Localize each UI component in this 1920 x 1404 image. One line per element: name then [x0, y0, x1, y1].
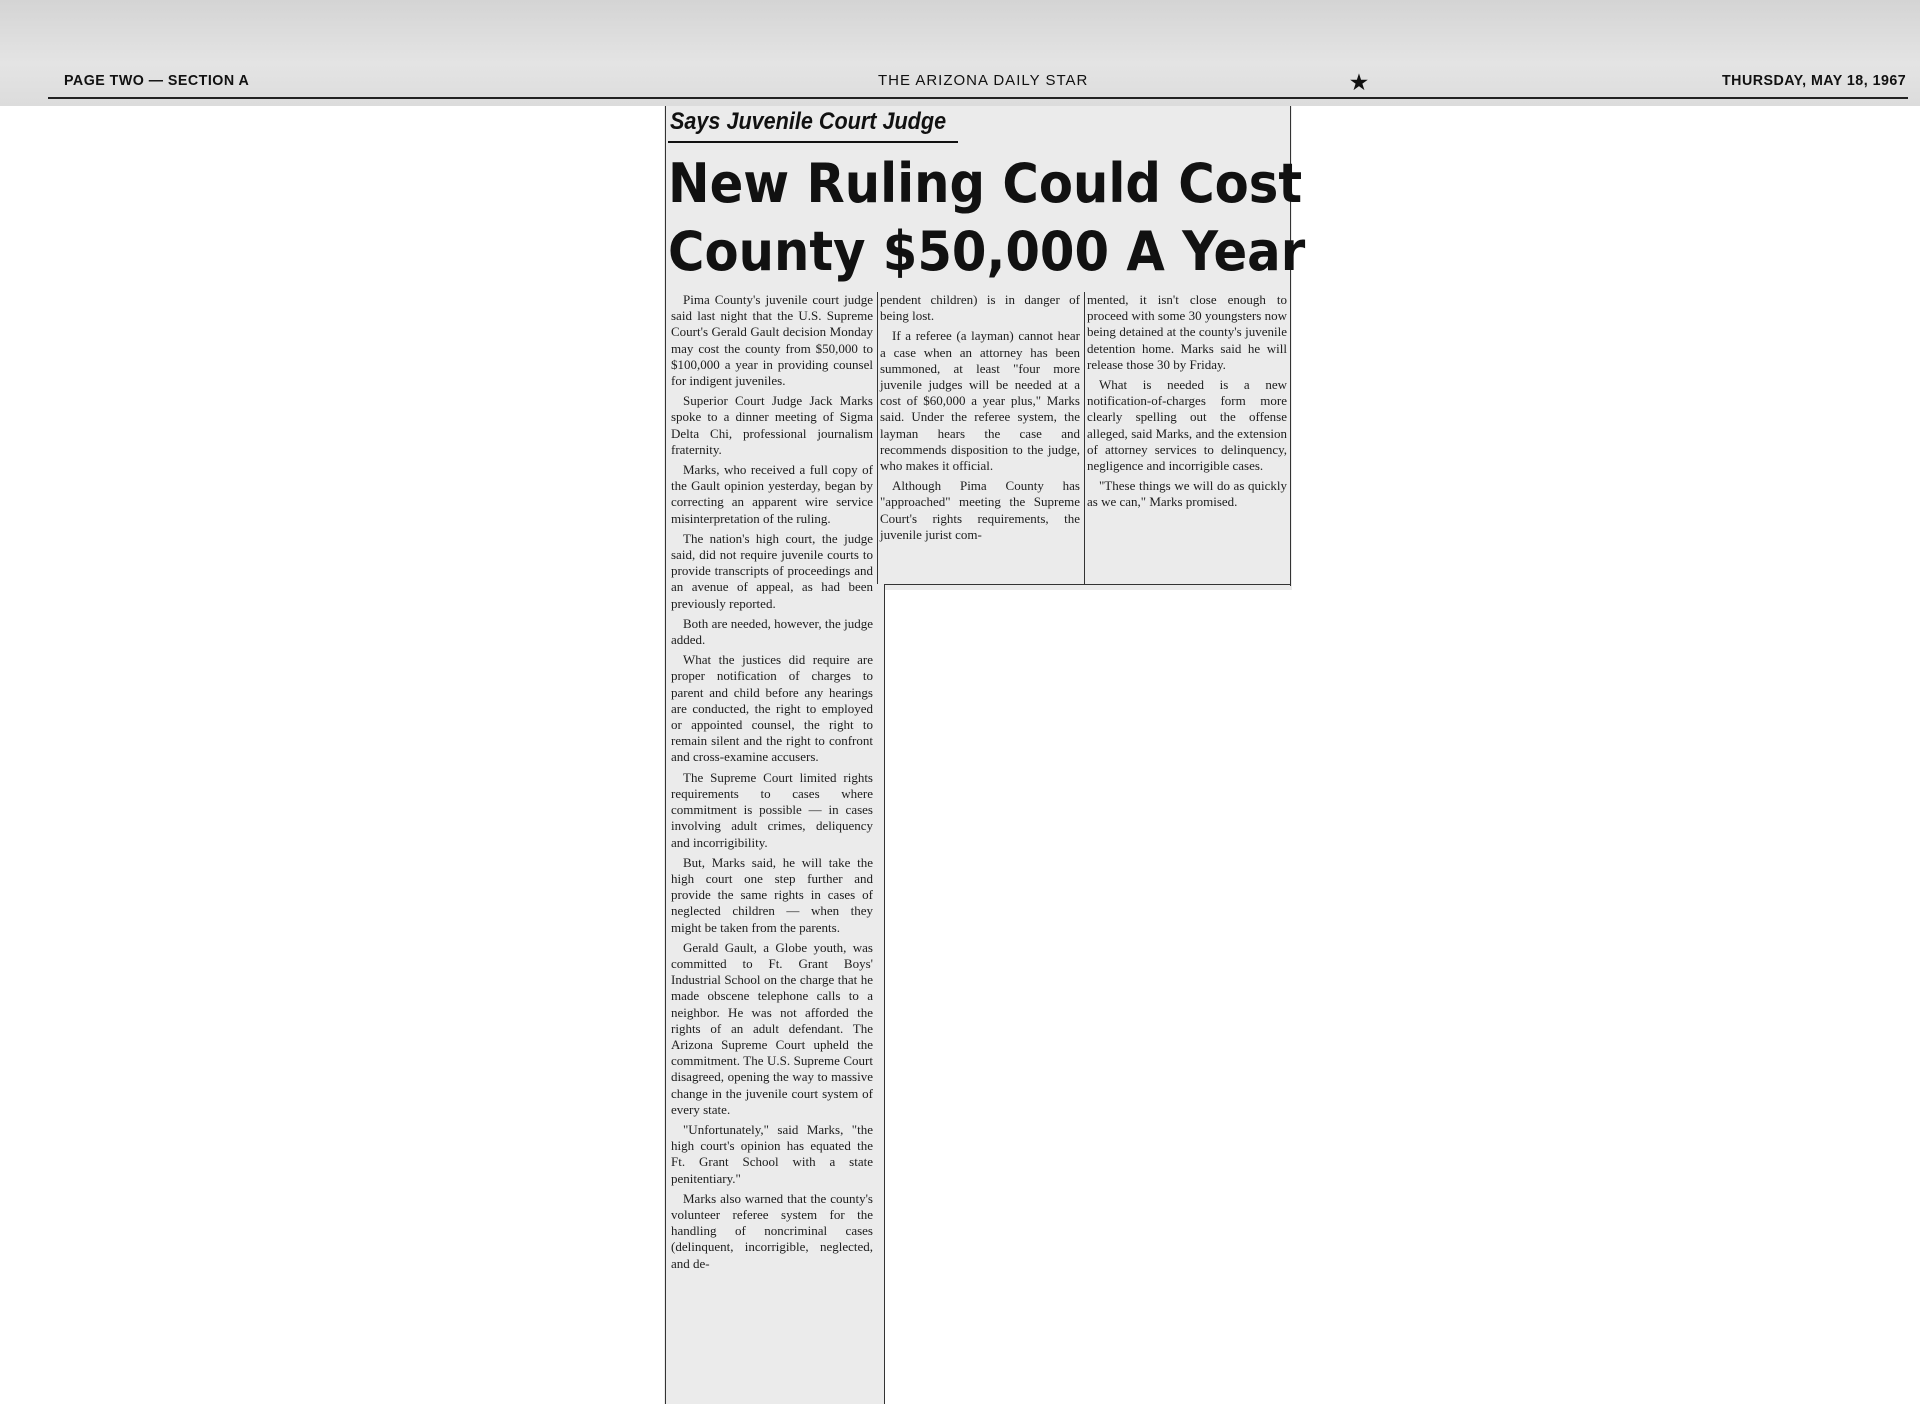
star-icon: ★ — [1350, 72, 1369, 94]
paragraph: If a referee (a layman) cannot hear a case when an attorney has been summoned, at least "four more juvenile judges will be needed at a cost of $60,000 a year plus," Marks said. Under the referee system, the layman hears the case and recommends disposition to the judge, who makes it official. — [880, 328, 1080, 474]
section-label: PAGE TWO — SECTION A — [64, 72, 250, 89]
paragraph: The Supreme Court limited rights requirements to cases where commitment is possible — in cases involving adult crimes, deliquency and incorrigibility. — [671, 769, 873, 850]
headline — [668, 150, 1306, 286]
clip-border-bottom — [884, 584, 1290, 585]
paragraph: pendent children) is in danger of being lost. — [880, 292, 1080, 324]
paragraph: But, Marks said, he will take the high court one step further and provide the same rights in cases of neglected children — when they might be taken from the parents. — [671, 854, 873, 935]
paragraph: "These things we will do as quickly as we can," Marks promised. — [1087, 478, 1287, 510]
paragraph: Marks, who received a full copy of the Gault opinion yesterday, began by correcting an apparent wire service misinterpretation of the ruling. — [671, 462, 873, 526]
headline-line-2: County $50,000 A Year — [668, 220, 1306, 283]
kicker: Says Juvenile Court Judge — [670, 108, 947, 135]
newspaper-name: THE ARIZONA DAILY STAR — [878, 72, 1089, 89]
clip-border-left — [665, 106, 666, 1404]
kicker-underline — [668, 141, 958, 143]
article-column-2 — [880, 292, 1080, 547]
issue-date: THURSDAY, MAY 18, 1967 — [1722, 72, 1907, 89]
paragraph: mented, it isn't close enough to proceed with some 30 youngsters now being detained at the county's juvenile detention home. Marks said he will release those 30 by Friday. — [1087, 292, 1287, 372]
paragraph: Superior Court Judge Jack Marks spoke to a dinner meeting of Sigma Delta Chi, professional journalism fraternity. — [671, 393, 873, 457]
clip-border-column — [884, 584, 885, 1404]
masthead — [0, 0, 1920, 106]
paragraph: Marks also warned that the county's volunteer referee system for the handling of noncriminal cases (delinquent, incorrigible, neglected, and de- — [671, 1190, 873, 1271]
headline-line-1: New Ruling Could Cost — [668, 152, 1303, 215]
paragraph: "Unfortunately," said Marks, "the high court's opinion has equated the Ft. Grant School with a state penitentiary." — [671, 1121, 873, 1186]
column-rule-1 — [877, 292, 878, 584]
column-rule-2 — [1084, 292, 1085, 584]
paragraph: Gerald Gault, a Globe youth, was committed to Ft. Grant Boys' Industrial School on the charge that he made obscene telephone calls to a neighbor. He was not afforded the rights of an adult defendant. The Arizona Supreme Court upheld the commitment. The U.S. Supreme Court disagreed, opening the way to massive change in the juvenile court system of every state. — [671, 939, 873, 1117]
paragraph: What the justices did require are proper notification of charges to parent and child before any hearings are conducted, the right to employed or appointed counsel, the right to remain silent and the right to confront and cross-examine accusers. — [671, 652, 873, 765]
paragraph: The nation's high court, the judge said, did not require juvenile courts to provide transcripts of proceedings and an avenue of appeal, as had been previously reported. — [671, 530, 873, 611]
article-column-3 — [1087, 292, 1287, 515]
masthead-rule — [48, 97, 1908, 99]
paragraph: Both are needed, however, the judge added. — [671, 615, 873, 648]
article-column-1 — [671, 292, 873, 1276]
paragraph: Although Pima County has "approached" meeting the Supreme Court's rights requirements, the juvenile jurist com- — [880, 478, 1080, 542]
paragraph: Pima County's juvenile court judge said last night that the U.S. Supreme Court's Gerald Gault decision Monday may cost the county from $50,000 to $100,000 a year in providing counsel for indigent juveniles. — [671, 292, 873, 389]
paragraph: What is needed is a new notification-of-charges form more clearly spelling out the offense alleged, said Marks, and the extension of attorney services to delinquency, negligence and incorrigible cases. — [1087, 377, 1287, 474]
